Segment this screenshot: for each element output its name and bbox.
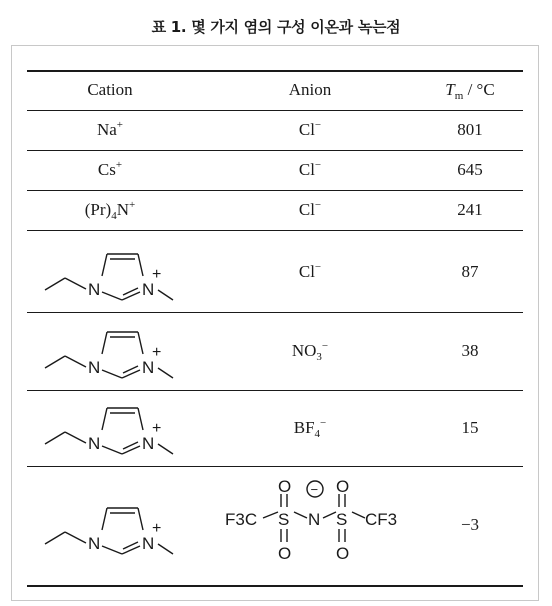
anion-nitrate: $NO_3^-$: [291, 340, 329, 363]
top-rule: [27, 70, 523, 72]
charge-plus: +: [152, 344, 162, 361]
trifluoromethyl-label: CF3: [365, 510, 398, 529]
sulfur-label: S: [336, 510, 348, 529]
nitrogen-label: N: [142, 280, 155, 299]
bistriflimide-structure: [220, 472, 410, 578]
charge-plus: +: [152, 420, 162, 437]
melting-point-value: 38: [461, 341, 479, 360]
melting-point-value: 15: [461, 418, 479, 437]
row-rule: [27, 466, 523, 467]
nitrogen-label: N: [142, 534, 155, 553]
melting-point-value: 241: [457, 200, 483, 219]
melting-point-value: 645: [457, 160, 483, 179]
melting-point-value: 87: [461, 262, 479, 281]
oxygen-label: O: [278, 477, 292, 496]
cation-tetrapropylammonium: $(Pr)_4N^+$: [84, 199, 136, 222]
anion-chloride: Cl−: [298, 261, 322, 281]
imidazolium-structure: [40, 232, 190, 312]
nitrogen-label: N: [142, 358, 155, 377]
cation-cesium: Cs+: [97, 159, 123, 179]
anion-chloride: Cl−: [298, 159, 322, 179]
cation-sodium: Na+: [96, 119, 124, 139]
header-melting-point: $T_m / ^\circ C$: [445, 80, 495, 102]
nitrogen-label: N: [308, 510, 321, 529]
oxygen-label: O: [336, 544, 350, 563]
nitrogen-label: N: [88, 280, 101, 299]
imidazolium-structure: [40, 470, 190, 582]
oxygen-label: O: [278, 544, 292, 563]
anion-chloride: Cl−: [298, 199, 322, 219]
bottom-rule: [27, 585, 523, 587]
nitrogen-label: N: [88, 434, 101, 453]
anion-tetrafluoroborate: $BF_4^-$: [293, 417, 327, 440]
row-rule: [27, 230, 523, 231]
nitrogen-label: N: [88, 534, 101, 553]
header-anion: Anion: [288, 80, 332, 99]
row-rule: [27, 150, 523, 151]
row-rule: [27, 190, 523, 191]
anion-chloride: Cl−: [298, 119, 322, 139]
melting-point-value: 801: [457, 120, 483, 139]
charge-plus: +: [152, 520, 162, 537]
table-caption: 표 1. 몇 가지 염의 구성 이온과 녹는점: [151, 18, 401, 36]
oxygen-label: O: [336, 477, 350, 496]
charge-plus: +: [152, 266, 162, 283]
sulfur-label: S: [278, 510, 290, 529]
trifluoromethyl-label: F3C: [225, 510, 258, 529]
imidazolium-structure: [40, 313, 190, 391]
header-rule: [27, 110, 523, 111]
charge-minus: −: [310, 482, 319, 497]
nitrogen-label: N: [142, 434, 155, 453]
header-cation: Cation: [87, 80, 133, 99]
melting-point-value: −3: [460, 515, 480, 534]
imidazolium-structure: [40, 390, 190, 466]
nitrogen-label: N: [88, 358, 101, 377]
